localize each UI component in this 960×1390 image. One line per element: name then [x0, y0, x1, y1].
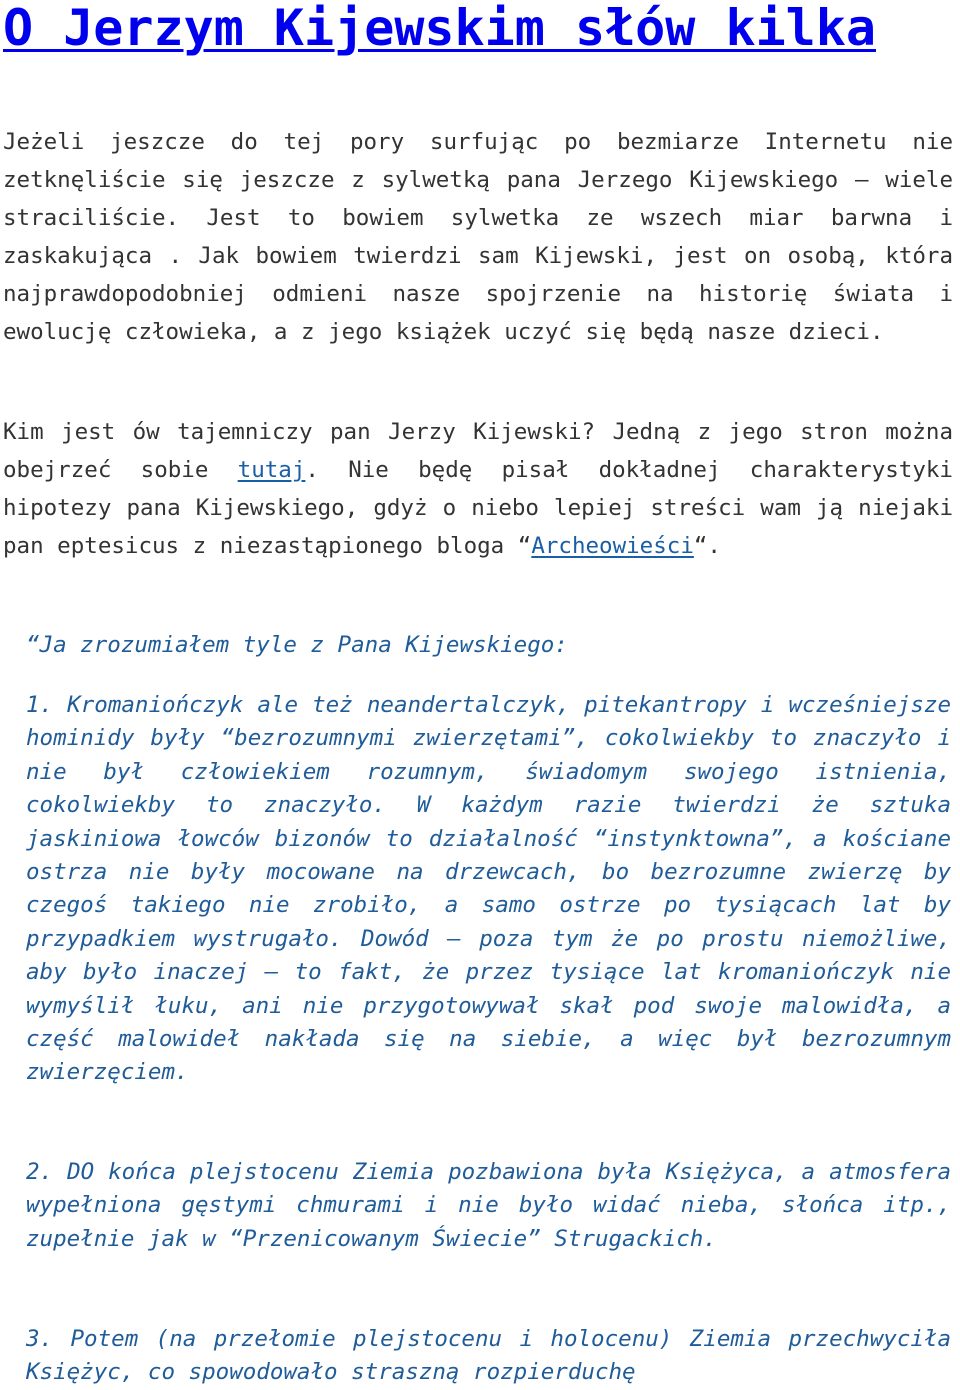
quote-point-2: 2. DO końca plejstocenu Ziemia pozbawiona była Księżyca, a atmosfera wypełniona gęstymi chmurami i nie było widać nieba, słońca itp., zupełnie jak w “Przenicowanym Świecie” Strugackich. [26, 1159, 951, 1252]
quote-point-1: 1. Kromaniończyk ale też neandertalczyk, pitekantropy i wcześniejsze hominidy były “bezrozumnymi zwierzętami”, cokolwiekby to znaczyło i nie był człowiekiem rozumnym, świadomym swojego istnienia, cokolwiekby to znaczyło. W każdym razie twierdzi że sztuka jaskiniowa łowców bizonów to działalność “instynktowna”, a kościane ostrza nie były mocowane na drzewcach, bo bezrozumne zwierzę by czegoś takiego nie zrobiło, a samo ostrze po tysiącach lat by przypadkiem wystrugało. Dowód – poza tym że po prostu niemożliwe, aby było inaczej – to fakt, że przez tysiące lat kromaniończyk nie wymyślił łuku, ani nie przygotowywał skał pod swoje malowidła, a część malowideł nakłada się na siebie, a więc był bezrozumnym zwierzęciem. [26, 692, 951, 1086]
intro-paragraph: Jeżeli jeszcze do tej pory surfując po bezmiarze Internetu nie zetknęliście się jeszcze z sylwetką pana Jerzego Kijewskiego – wiele straciliście. Jest to bowiem sylwetka ze wszech miar barwna i zaskakująca . Jak bowiem twierdzi sam Kijewski, jest on osobą, która najprawdopodobniej odmieni nasze spojrzenie na historię świata i ewolucję człowieka, a z jego książek uczyć się będą nasze dzieci. [3, 129, 953, 345]
second-paragraph-text-1: Kim jest ów tajemniczy pan Jerzy Kijewski? Jedną z jego stron można obejrzeć sobie [3, 419, 953, 483]
archeowiesci-link[interactable]: Archeowieści [531, 533, 694, 559]
second-paragraph-text-2: . Nie będę pisał dokładnej charakterystyki hipotezy pana Kijewskiego, gdyż o niebo lepiej streści wam ją niejaki pan eptesicus z niezastąpionego bloga “ [3, 457, 953, 559]
second-paragraph-text-3: “. [693, 533, 721, 559]
article-title-link[interactable]: O Jerzym Kijewskim słów kilka [3, 0, 876, 57]
second-paragraph [3, 413, 953, 565]
quote-intro: “Ja zrozumiałem tyle z Pana Kijewskiego: [26, 632, 568, 658]
quote-point-3: 3. Potem (na przełomie plejstocenu i holocenu) Ziemia przechwyciła Księżyc, co spowodowało straszną rozpierduchę [26, 1326, 951, 1386]
tutaj-link[interactable]: tutaj [237, 457, 306, 483]
